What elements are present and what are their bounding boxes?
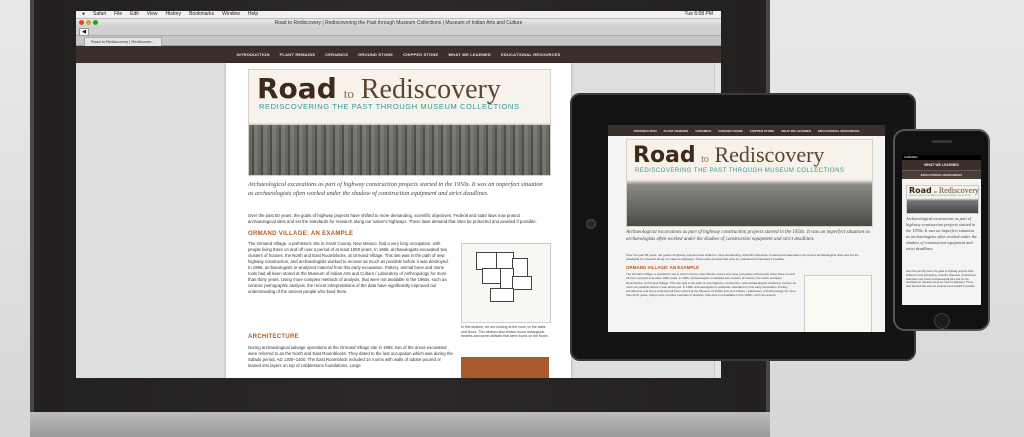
site-plan-figure[interactable] [461, 243, 551, 323]
back-button[interactable]: ◀ [79, 28, 89, 36]
menu-view[interactable]: View [146, 11, 158, 17]
intro-lede: Archaeological excavations as part of highway construction projects started in the 1950s. It was an imperfect situation as archaeologists often worked under the shadow of construction equipment and strict deadlines. [248, 181, 543, 197]
tablet-device [570, 93, 916, 361]
phone-nav-what-we-learned[interactable]: WHAT WE LEARNED [902, 160, 981, 170]
excavation-photo[interactable] [461, 357, 549, 378]
tablet-site-logo-title: Road to Rediscovery [633, 142, 825, 168]
phone-hero-banner [906, 185, 979, 214]
ormand-paragraph: The Ormand Village, a prehistoric site in Grant County, New Mexico, had a very long occupation, with people living there on and off over a period of at least 1000 years. In 1966, archaeologists excavated two clusters of houses, the North and East Roomblocks, at Ormand Village. This site was in the path of new highway construction, and archaeologists worked to recover as much as possible before it was destroyed. In 1996, archaeologists re-analyzed material from this early excavation. Pottery, animal bone and stone tools had all been stored at the Museum of Indian Arts and Culture / Laboratory of Anthropology for more than thirty years. Using more complex methods of analysis, that were not available in the 1960s, such as ceramic petrographic analysis, the recent interpretations of the data have significantly improved our understanding of the ancient people who lived there. [248, 241, 449, 294]
landscape-photo [249, 125, 550, 175]
tablet-home-button[interactable] [586, 219, 596, 229]
heading-ormand-village: ORMAND VILLAGE: AN EXAMPLE [248, 231, 354, 237]
monitor-base [30, 412, 770, 437]
phone-intro-lede: Archaeological excavations as part of highway construction projects started in the 1950s. It was an imperfect situation as archaeologists often worked under the shadow of construction equipment and strict deadlines. [906, 216, 977, 251]
figure-caption: In this stratum, we are looking at the room on the walls and floors. This stratum also shows round rectangular, hearths and some artifacts that were found on the floors. [461, 325, 549, 338]
mac-menubar [76, 11, 721, 19]
minimize-window-button[interactable] [86, 20, 91, 25]
phone-device [893, 129, 990, 331]
phone-nav-educational-resources[interactable]: EDUCATIONAL RESOURCES [902, 170, 981, 179]
nav-introduction[interactable]: INTRODUCTION [236, 52, 270, 57]
site-nav [76, 46, 721, 63]
window-title: Road to Rediscovery | Rediscovering the Past through Museum Collections | Museum of Indian Arts and Culture [274, 20, 523, 26]
phone-speaker [932, 140, 952, 143]
menu-bookmarks[interactable]: Bookmarks [189, 11, 215, 17]
nav-chipped-stone[interactable]: CHIPPED STONE [403, 52, 439, 57]
tablet-site-plan-figure[interactable] [804, 275, 872, 332]
phone-intro-paragraph: Over the past 50 years, the goals of highway projects have shifted to more demanding, scientific objectives. Federal and state laws now protect archaeological sites and set the standards for research along our nation's highways. These laws demand that sites be protected and avoided if possible. [906, 270, 976, 289]
tablet-nav-ceramics[interactable]: CERAMICS [695, 128, 712, 133]
tablet-hero-banner [626, 139, 873, 227]
tab-strip [76, 36, 721, 46]
nav-ground-stone[interactable]: GROUND STONE [358, 52, 394, 57]
tablet-heading-ormand-village: ORMAND VILLAGE: AN EXAMPLE [626, 265, 700, 270]
menu-help[interactable]: Help [247, 11, 259, 17]
menu-edit[interactable]: Edit [130, 11, 139, 17]
browser-tab[interactable]: Road to Rediscovery | Rediscover... [84, 37, 162, 46]
phone-site-subtitle: REDISCOVERING THE PAST THROUGH MUSEUM COLLECTIONS [909, 195, 971, 197]
hero-banner [248, 69, 551, 176]
nav-plant-remains[interactable]: PLANT REMAINS [279, 52, 316, 57]
tablet-site-subtitle: REDISCOVERING THE PAST THROUGH MUSEUM COLLECTIONS [635, 168, 845, 174]
nav-ceramics[interactable]: CERAMICS [325, 52, 349, 57]
tablet-nav-educational-resources[interactable]: EDUCATIONAL RESOURCES [817, 128, 860, 133]
tablet-site-nav [608, 125, 885, 136]
phone-screen [902, 155, 981, 305]
menu-safari[interactable]: Safari [93, 11, 107, 17]
phone-status-bar: CARRIER [902, 155, 981, 160]
menu-file[interactable]: File [114, 11, 123, 17]
nav-what-we-learned[interactable]: WHAT WE LEARNED [448, 52, 492, 57]
tablet-intro-lede: Archaeological excavations as part of highway construction projects started in the 1950s. It was an imperfect situation as archaeologists often worked under the shadow of construction equipment and strict deadlines. [626, 230, 870, 242]
window-titlebar [76, 19, 721, 27]
browser-toolbar [76, 27, 721, 36]
intro-paragraph: Over the past 50 years, the goals of highway projects have shifted to more demanding, scientific objectives. Federal and state laws now protect archaeological sites and set the standards for research along our nation's highways. These laws demand that sites be protected and avoided if possible. [248, 213, 537, 224]
tablet-nav-what-we-learned[interactable]: WHAT WE LEARNED [781, 128, 811, 133]
menu-window[interactable]: Window [222, 11, 240, 17]
apple-menu-icon[interactable]: ● [82, 11, 86, 17]
tablet-ormand-paragraph: The Ormand Village, a prehistoric site in Grant County, New Mexico, had a very long occupation with people living there on and off over a period of at least 1000 years. In 1966, archaeologists excavated two clusters of houses, the North and East Roomblocks, at Ormand Village. This site was in the path of new highway construction, and archaeologists worked to recover as much as possible before it was destroyed. In 1996, archaeologists re-analyzed material from this early excavation. Pottery, animal bone and stone tools had all been stored at the Museum of Indian Arts and Culture / Laboratory of Anthropology for more than thirty years. Using more complex methods of analysis, that were not available in the 1960s, such as ceramic [626, 272, 796, 298]
architecture-paragraph: During archaeological salvage operations at the Ormand Village site in 1966, two of the areas excavated were referred to as the North and East Roomblocks. They dated to the last occupation which was during the Salado period, AD 1300–1400. The East Roomblock included 14 rooms with walls of adobe poured or leaned into layers on top of cobblestone foundations. Large [248, 345, 453, 368]
menu-history[interactable]: History [165, 11, 182, 17]
tablet-nav-introduction[interactable]: INTRODUCTION [633, 128, 657, 133]
tablet-nav-plant-remains[interactable]: PLANT REMAINS [663, 128, 689, 133]
menubar-clock: Tue 6:08 PM [684, 11, 713, 17]
tablet-nav-chipped-stone[interactable]: CHIPPED STONE [749, 128, 775, 133]
close-window-button[interactable] [79, 20, 84, 25]
tablet-screen [608, 125, 885, 332]
zoom-window-button[interactable] [93, 20, 98, 25]
tablet-intro-paragraph: Over the past 50 years, the goals of highway projects have shifted to more demanding, scientific objectives. Federal and state laws now protect archaeological sites and set the standards for research along our nation's highways. These laws demand that sites be protected and avoided if possible. [626, 253, 859, 261]
phone-home-button[interactable] [934, 313, 950, 329]
site-subtitle: REDISCOVERING THE PAST THROUGH MUSEUM COLLECTIONS [259, 102, 520, 111]
page-content [226, 63, 571, 378]
phone-site-logo-title: Road to Rediscovery [909, 186, 979, 195]
tablet-nav-ground-stone[interactable]: GROUND STONE [718, 128, 743, 133]
heading-architecture: ARCHITECTURE [248, 334, 299, 340]
window-controls [79, 20, 98, 25]
nav-educational-resources[interactable]: EDUCATIONAL RESOURCES [501, 52, 561, 57]
site-logo-title: Road to Rediscovery [257, 72, 501, 105]
